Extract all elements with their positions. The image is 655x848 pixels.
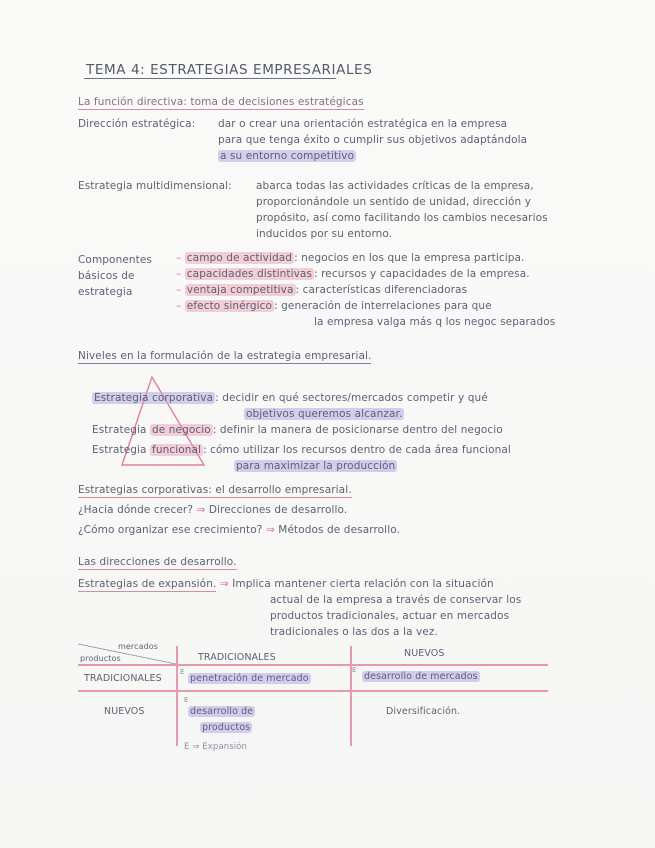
- cell-11-marker: E: [180, 668, 185, 676]
- cell-diversificacion: Diversificación.: [386, 706, 461, 717]
- matrix-col-rule-2: [350, 646, 352, 746]
- direccion-estrategica-label: Dirección estratégica:: [78, 118, 196, 130]
- multi-line-1: abarca todas las actividades críticas de la empresa,: [256, 180, 534, 192]
- matrix-corner-mercados: mercados: [118, 642, 159, 651]
- componentes-label-3: estrategia: [78, 286, 133, 298]
- expansion-line-3: productos tradicionales, actuar en mercados: [270, 610, 510, 622]
- multi-line-4: inducidos por su entorno.: [256, 228, 393, 240]
- direccion-line-3: a su entorno competitivo: [220, 150, 355, 162]
- componente-efecto-sinergico: – efecto sinérgico : generación de interrelaciones para que: [176, 300, 492, 312]
- footnote-expansion: E ⇒ Expansión: [184, 742, 247, 752]
- componente-campo-actividad: – campo de actividad : negocios en los que la empresa participa.: [176, 252, 525, 264]
- matrix-row-rule: [78, 690, 548, 692]
- cell-21-marker: E: [184, 696, 189, 704]
- matrix-row-nuevos: NUEVOS: [104, 706, 145, 717]
- section-heading-direcciones: Las direcciones de desarrollo.: [78, 556, 237, 568]
- cell-12-marker: E: [352, 666, 357, 674]
- matrix-col-nuevos: NUEVOS: [404, 648, 445, 659]
- matrix-row-tradicionales: TRADICIONALES: [84, 673, 162, 684]
- direccion-line-1: dar o crear una orientación estratégica en la empresa: [218, 118, 508, 130]
- title-underline: [84, 78, 336, 79]
- question-hacia-donde: ¿Hacia dónde crecer? ⇒ Direcciones de desarrollo.: [78, 504, 348, 516]
- section-heading-corporativas: Estrategias corporativas: el desarrollo empresarial.: [78, 484, 352, 496]
- question-como-organizar: ¿Cómo organizar ese crecimiento? ⇒ Métodos de desarrollo.: [78, 524, 400, 536]
- cell-penetracion-mercado: penetración de mercado: [190, 673, 309, 684]
- efecto-sinergico-line-2: la empresa valga más q los negoc separados: [314, 316, 556, 328]
- estrategia-funcional-row: Estrategia funcional : cómo utilizar los recursos dentro de cada área funcional: [92, 444, 511, 456]
- componente-capacidades-distintivas: – capacidades distintivas : recursos y capacidades de la empresa.: [176, 268, 530, 280]
- matrix-corner-productos: productos: [80, 654, 121, 663]
- estrategia-negocio-row: Estrategia de negocio : definir la manera de posicionarse dentro del negocio: [92, 424, 503, 436]
- cell-desarrollo-productos-1: desarrollo de: [190, 706, 254, 717]
- estrategia-multidimensional-label: Estrategia multidimensional:: [78, 180, 232, 192]
- componentes-label-1: Componentes: [78, 254, 152, 266]
- corporativa-line-2: objetivos queremos alcanzar.: [246, 408, 403, 420]
- componentes-label-2: básicos de: [78, 270, 135, 282]
- expansion-line-4: tradicionales o las dos a la vez.: [270, 626, 438, 638]
- componente-ventaja-competitiva: – ventaja competitiva : características diferenciadoras: [176, 284, 468, 296]
- multi-line-2: proporcionándole un sentido de unidad, dirección y: [256, 196, 532, 208]
- cell-desarrollo-productos-2: productos: [202, 722, 251, 733]
- estrategias-expansion-row: Estrategias de expansión. ⇒ Implica mantener cierta relación con la situación: [78, 578, 494, 590]
- funcional-line-2: para maximizar la producción: [236, 460, 396, 472]
- section-heading-funcion-directiva: La función directiva: toma de decisiones estratégicas: [78, 96, 364, 108]
- direccion-line-2: para que tenga éxito o cumplir sus objetivos adaptándola: [218, 134, 528, 146]
- cell-desarrollo-mercados: desarrollo de mercados: [364, 671, 478, 682]
- estrategia-corporativa-row: Estrategia corporativa : decidir en qué sectores/mercados competir y qué: [94, 392, 488, 404]
- matrix-col-tradicionales: TRADICIONALES: [198, 652, 276, 663]
- multi-line-3: propósito, así como facilitando los cambios necesarios: [256, 212, 548, 224]
- page-title: TEMA 4: ESTRATEGIAS EMPRESARIALES: [86, 62, 373, 78]
- expansion-line-2: actual de la empresa a través de conservar los: [270, 594, 522, 606]
- section-heading-niveles: Niveles en la formulación de la estrategia empresarial.: [78, 350, 372, 362]
